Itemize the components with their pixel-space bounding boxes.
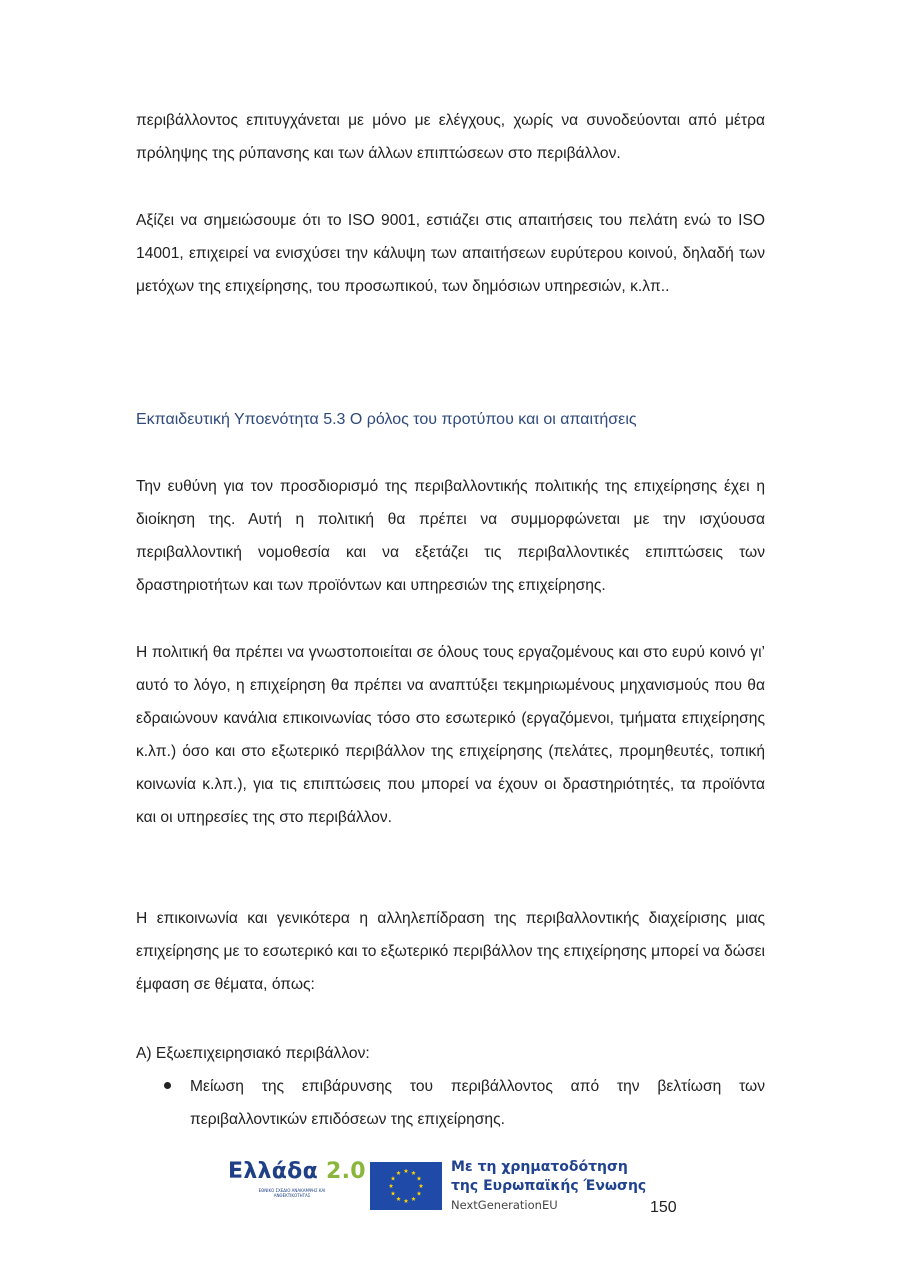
eu-flag-icon — [370, 1162, 442, 1210]
bullet-icon — [164, 1082, 171, 1089]
greece-logo-main: Ελλάδα — [228, 1159, 319, 1184]
page-number: 150 — [650, 1199, 677, 1216]
eu-funding-text — [451, 1158, 646, 1214]
eu-funding-line-1: Με τη χρηματοδότηση — [451, 1159, 628, 1175]
list-label: Α) Εξωεπιχειρησιακό περιβάλλον: — [136, 1045, 370, 1062]
paragraph-4: Η πολιτική θα πρέπει να γνωστοποιείται σε όλους τους εργαζομένους και στο ευρύ κοινό γι’ αυτό το λόγο, η επιχείρηση θα πρέπει να αναπτύξει τεκμηριωμένους μηχανισμούς που θα εδραιώνουν κανάλια επικοινωνίας τόσο στο εσωτερικό (εργαζόμενοι, τμήματα επιχείρησης κ.λπ.) όσο και στο εξωτερικό περιβάλλον της επιχείρησης (πελάτες, προμηθευτές, τοπική κοινωνία κ.λπ.), για τις επιπτώσεις που μπορεί να έχουν οι δραστηριότητές, τα προϊόντα και οι υπηρεσίες της στο περιβάλλον. — [136, 644, 765, 826]
greece-logo-subtitle: ΕΘΝΙΚΟ ΣΧΕΔΙΟ ΑΝΑΚΑΜΨΗΣ ΚΑΙ ΑΝΘΕΚΤΙΚΟΤΗΤΑΣ — [258, 1188, 326, 1198]
section-heading: Εκπαιδευτική Υποενότητα 5.3 Ο ρόλος του προτύπου και οι απαιτήσεις — [136, 411, 637, 428]
footer-logos — [0, 1152, 900, 1232]
paragraph-1: περιβάλλοντος επιτυγχάνεται με μόνο με ελέγχους, χωρίς να συνοδεύονται από μέτρα πρόληψης της ρύπανσης και των άλλων επιπτώσεων στο περιβάλλον. — [136, 112, 765, 162]
paragraph-3: Την ευθύνη για τον προσδιορισμό της περιβαλλοντικής πολιτικής της επιχείρησης έχει η διοίκηση της. Αυτή η πολιτική θα πρέπει να συμμορφώνεται με την ισχύουσα περιβαλλοντική νομοθεσία και να εξετάζει τις περιβαλλοντικές επιπτώσεις των δραστηριοτήτων και των προϊόντων και υπηρεσιών της επιχείρησης. — [136, 478, 765, 594]
list-item-text: Μείωση της επιβάρυνσης του περιβάλλοντος από την βελτίωση των περιβαλλοντικών επιδόσεων της επιχείρησης. — [190, 1078, 765, 1128]
paragraph-2: Αξίζει να σημειώσουμε ότι το ISO 9001, εστιάζει στις απαιτήσεις του πελάτη ενώ το ISO 14001, επιχειρεί να ενισχύσει την κάλυψη των απαιτήσεων ευρύτερου κοινού, δηλαδή των μετόχων της επιχείρησης, του προσωπικού, των δημόσιων υπηρεσιών, κ.λπ.. — [136, 212, 765, 295]
next-generation-eu-label: NextGenerationEU — [451, 1198, 558, 1212]
greece-2-0-logo — [228, 1159, 366, 1209]
eu-funding-line-2: της Ευρωπαϊκής Ένωσης — [451, 1178, 647, 1194]
paragraph-5: Η επικοινωνία και γενικότερα η αλληλεπίδραση της περιβαλλοντικής διαχείρισης μιας επιχείρησης με το εσωτερικό και το εξωτερικό περιβάλλον της επιχείρησης μπορεί να δώσει έμφαση σε θέματα, όπως: — [136, 910, 765, 993]
greece-logo-version: 2.0 — [325, 1159, 366, 1184]
